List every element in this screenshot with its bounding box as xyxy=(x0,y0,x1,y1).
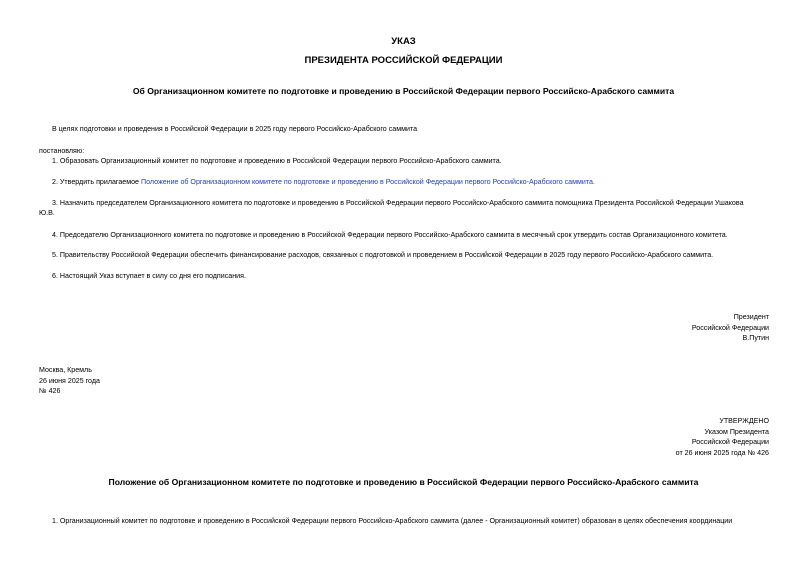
item-3: 3. Назначить председателем Организационного комитета по подготовке и проведению в Российской Федерации первого Российско-Арабского саммита помощника Президента Российской Федерации Ушакова xyxy=(52,199,744,207)
item-6: 6. Настоящий Указ вступает в силу со дня его подписания. xyxy=(52,272,246,280)
regulation-title: Положение об Организационном комитете по подготовке и проведению в Российской Федерации первого Российско-Арабского саммита xyxy=(108,477,699,487)
regulation-link[interactable]: Положение об Организационном комитете по подготовке и проведению в Российской Федерации первого Российско-Арабского саммита. xyxy=(140,178,595,186)
decree-word: постановляю: xyxy=(39,147,85,155)
signature-name: В.Путин xyxy=(742,334,769,342)
signature-position: Президент xyxy=(733,313,769,321)
approved-by: Указом Президента xyxy=(704,427,769,436)
item-2-prefix: 2. Утвердить прилагаемое xyxy=(52,178,141,186)
place-date-block xyxy=(39,365,100,397)
date: 26 июня 2025 года xyxy=(39,376,100,385)
decree-subject: Об Организационном комитете по подготовке и проведению в Российской Федерации первого Российско-Арабского саммита xyxy=(132,86,675,96)
approval-block xyxy=(676,416,769,458)
place: Москва, Кремль xyxy=(39,366,92,374)
approved-country: Российской Федерации xyxy=(691,438,769,446)
signature-block xyxy=(692,312,769,344)
regulation-item-1: 1. Организационный комитет по подготовке и проведению в Российской Федерации первого Российско-Арабского саммита (далее - Организационный комитет) образован в целях обеспечения координации xyxy=(52,517,733,525)
item-4: 4. Председателю Организационного комитета по подготовке и проведению в Российской Федерации первого Российско-Арабского саммита в месячный срок утвердить состав Организационного комитета. xyxy=(52,231,728,239)
item-5: 5. Правительству Российской Федерации обеспечить финансирование расходов, связанных с подготовкой и проведением в Российской Федерации в 2025 году первого Российско-Арабского саммита. xyxy=(52,251,714,259)
preamble: В целях подготовки и проведения в Российской Федерации в 2025 году первого Российско-Арабского саммита xyxy=(52,125,418,133)
decree-title: УКАЗ xyxy=(391,36,416,47)
approved-date: от 26 июня 2025 года № 426 xyxy=(675,448,769,457)
item-2 xyxy=(52,178,595,187)
signature-country: Российской Федерации xyxy=(691,323,769,332)
approved-label: УТВЕРЖДЕНО xyxy=(719,417,769,425)
item-3-continued: Ю.В. xyxy=(39,209,55,217)
item-1: 1. Образовать Организационный комитет по подготовке и проведению в Российской Федерации первого Российско-Арабского саммита. xyxy=(52,157,502,165)
decree-number: № 426 xyxy=(39,387,61,395)
decree-issuer: ПРЕЗИДЕНТА РОССИЙСКОЙ ФЕДЕРАЦИИ xyxy=(304,55,503,66)
